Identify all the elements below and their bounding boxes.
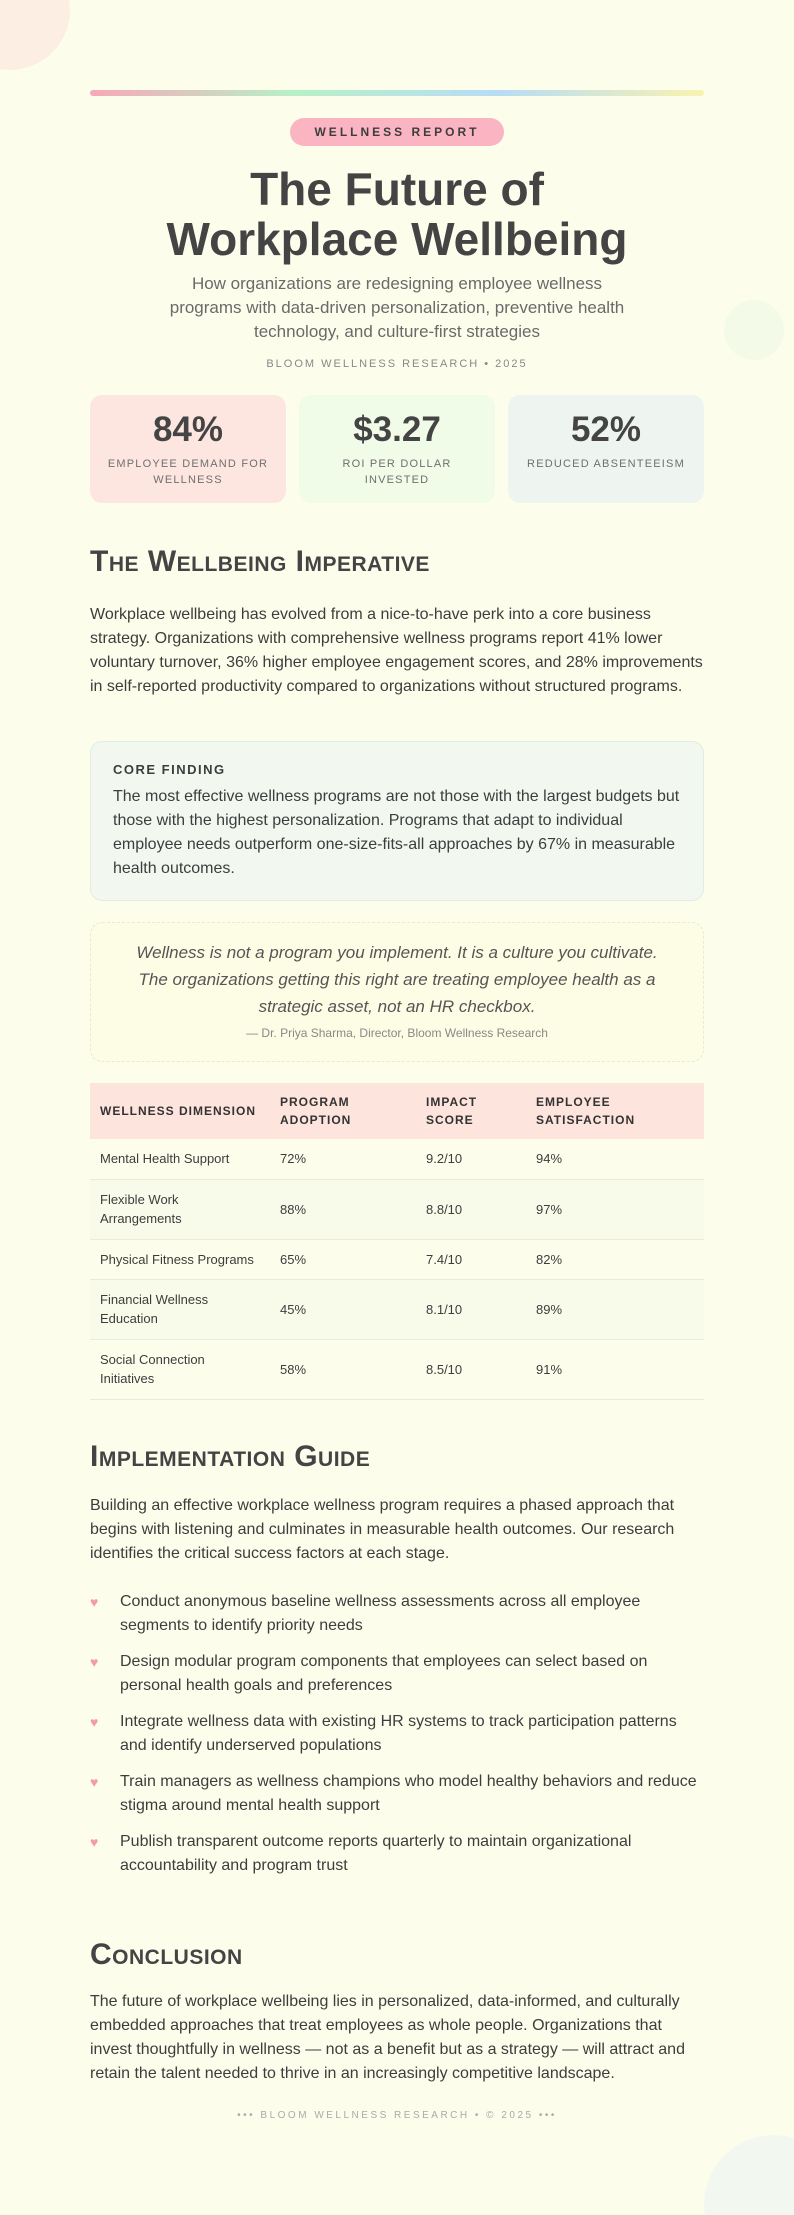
quote-citation: — Dr. Priya Sharma, Director, Bloom Wellness Research <box>246 1026 548 1040</box>
table-cell: Financial Wellness Education <box>90 1279 270 1339</box>
table-cell: 9.2/10 <box>416 1139 526 1179</box>
footer: ••• BLOOM WELLNESS RESEARCH • © 2025 ••• <box>237 2110 557 2121</box>
list-item-text: Design modular program components that employees can select based on personal health goals and preferences <box>120 1653 648 1694</box>
table-cell: Flexible Work Arrangements <box>90 1179 270 1239</box>
column-header: WELLNESS DIMENSION <box>90 1083 270 1139</box>
section-body-imperative: Workplace wellbeing has evolved from a nice-to-have perk into a core business strategy. Organizations with comprehensive wellness programs report 41% lower voluntary turnover, 36% higher employee engagement scores, and 28% improvements in self-reported productivity compared to organizations without structured programs. <box>90 606 703 695</box>
page-title <box>90 164 704 264</box>
column-header: PROGRAM ADOPTION <box>270 1083 416 1139</box>
heart-icon: ♥ <box>90 1654 99 1670</box>
table-row <box>90 1339 704 1399</box>
column-header: IMPACT SCORE <box>416 1083 526 1139</box>
rainbow-divider <box>90 90 704 96</box>
stat-label: REDUCED ABSENTEEISM <box>527 458 685 470</box>
list-item <box>90 1710 704 1758</box>
heart-icon: ♥ <box>90 1714 99 1730</box>
callout-text: The most effective wellness programs are not those with the largest budgets but those with the highest personalization. Programs that adapt to individual employee needs outperform one-size-fits-all approaches by 67% in measurable health outcomes. <box>113 788 680 877</box>
table-cell: 8.5/10 <box>416 1339 526 1399</box>
table-cell: 72% <box>270 1139 416 1179</box>
table-cell: 91% <box>526 1339 704 1399</box>
list-item <box>90 1770 704 1818</box>
stat-label: EMPLOYEE DEMAND FOR WELLNESS <box>107 458 269 486</box>
stat-value: 84% <box>152 410 224 449</box>
decorative-blob-top-left <box>0 0 70 70</box>
table-cell: 88% <box>270 1179 416 1239</box>
stat-card-absenteeism <box>508 395 704 503</box>
wellness-table <box>90 1083 704 1400</box>
table-row <box>90 1139 704 1179</box>
table-cell: 7.4/10 <box>416 1239 526 1279</box>
list-item <box>90 1590 704 1638</box>
table-cell: Social Connection Initiatives <box>90 1339 270 1399</box>
list-item <box>90 1830 704 1878</box>
section-heading-conclusion: Conclusion <box>90 1938 243 1971</box>
page-subtitle: How organizations are redesigning employee wellness programs with data-driven personalization, preventive health technology, and culture-first strategies <box>169 274 625 341</box>
quote-text: Wellness is not a program you implement. It is a culture you cultivate. The organizations getting this right are treating employee health as a strategic asset, not an HR checkbox. <box>136 943 658 1016</box>
pull-quote <box>90 922 704 1062</box>
table-cell: 82% <box>526 1239 704 1279</box>
table-cell: Mental Health Support <box>90 1139 270 1179</box>
badge-wrapper <box>90 118 704 146</box>
report-badge: WELLNESS REPORT <box>290 118 503 146</box>
table-cell: Physical Fitness Programs <box>90 1239 270 1279</box>
byline: BLOOM WELLNESS RESEARCH • 2025 <box>266 358 528 370</box>
list-item-text: Integrate wellness data with existing HR systems to track participation patterns and identify underserved populations <box>120 1713 677 1754</box>
callout-label: CORE FINDING <box>113 762 226 777</box>
title-line-2: Workplace Wellbeing <box>166 213 628 265</box>
section-heading-imperative: The Wellbeing Imperative <box>90 545 430 578</box>
stat-value: 52% <box>570 410 642 449</box>
stats-row <box>90 395 704 503</box>
core-finding-callout <box>90 741 704 901</box>
heart-icon: ♥ <box>90 1834 99 1850</box>
stat-label: ROI PER DOLLAR INVESTED <box>342 458 452 486</box>
table-row <box>90 1179 704 1239</box>
heart-icon: ♥ <box>90 1594 99 1610</box>
stat-value: $3.27 <box>353 410 441 449</box>
table-cell: 65% <box>270 1239 416 1279</box>
table-cell: 58% <box>270 1339 416 1399</box>
title-line-1: The Future of <box>250 163 544 215</box>
list-item-text: Publish transparent outcome reports quarterly to maintain organizational accountability and program trust <box>120 1833 632 1874</box>
table-row <box>90 1279 704 1339</box>
section-body-implementation: Building an effective workplace wellness program requires a phased approach that begins with listening and culminates in measurable health outcomes. Our research identifies the critical success factors at each stage. <box>90 1497 675 1562</box>
table-cell: 89% <box>526 1279 704 1339</box>
table-cell: 97% <box>526 1179 704 1239</box>
heart-icon: ♥ <box>90 1774 99 1790</box>
list-item <box>90 1650 704 1698</box>
table-row <box>90 1239 704 1279</box>
table-cell: 45% <box>270 1279 416 1339</box>
table-cell: 8.1/10 <box>416 1279 526 1339</box>
list-item-text: Conduct anonymous baseline wellness assessments across all employee segments to identify priority needs <box>120 1593 641 1634</box>
table-cell: 8.8/10 <box>416 1179 526 1239</box>
decorative-blob-bottom-right <box>704 2135 794 2215</box>
decorative-blob-right <box>724 300 784 360</box>
implementation-list <box>90 1590 704 1890</box>
stat-card-demand <box>90 395 286 503</box>
section-body-conclusion: The future of workplace wellbeing lies in personalized, data-informed, and culturally embedded approaches that treat employees as whole people. Organizations that invest thoughtfully in wellness — not as a benefit but as a strategy — will attract and retain the talent needed to thrive in an increasingly competitive landscape. <box>90 1993 685 2082</box>
table-header-row <box>90 1083 704 1139</box>
stat-card-roi <box>299 395 495 503</box>
table-cell: 94% <box>526 1139 704 1179</box>
list-item-text: Train managers as wellness champions who model healthy behaviors and reduce stigma around mental health support <box>120 1773 697 1814</box>
section-heading-implementation: Implementation Guide <box>90 1440 371 1473</box>
column-header: EMPLOYEE SATISFACTION <box>526 1083 704 1139</box>
